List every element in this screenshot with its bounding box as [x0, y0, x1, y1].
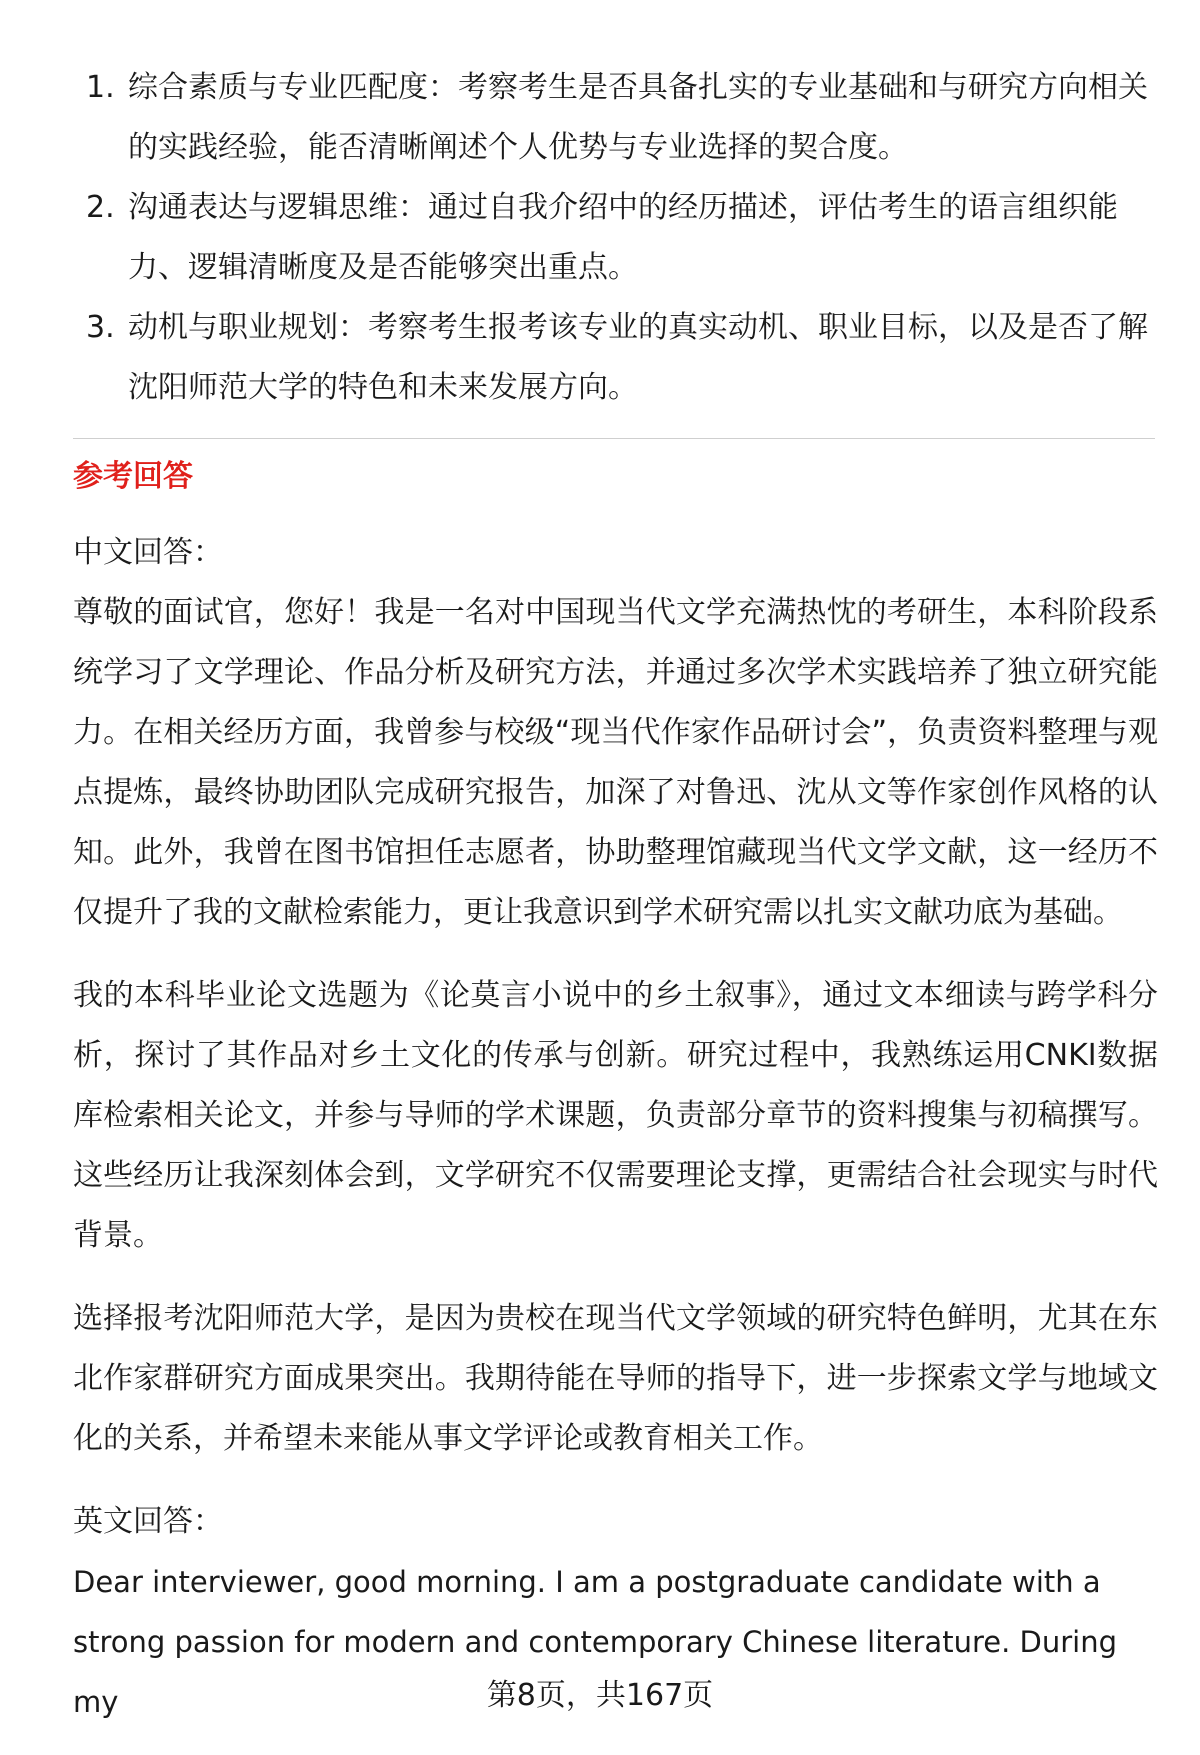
list-item	[73, 298, 1158, 418]
list-item-text: 综合素质与专业匹配度：考察考生是否具备扎实的专业基础和与研究方向相关的实践经验，能否清晰阐述个人优势与专业选择的契合度。	[128, 70, 1148, 165]
list-item	[73, 58, 1158, 178]
list-item-text: 沟通表达与逻辑思维：通过自我介绍中的经历描述，评估考生的语言组织能力、逻辑清晰度及是否能够突出重点。	[128, 190, 1118, 285]
chinese-paragraph: 尊敬的面试官，您好！我是一名对中国现当代文学充满热忱的考研生，本科阶段系统学习了文学理论、作品分析及研究方法，并通过多次学术实践培养了独立研究能力。在相关经历方面，我曾参与校级“现当代作家作品研讨会”，负责资料整理与观点提炼，最终协助团队完成研究报告，加深了对鲁迅、沈从文等作家创作风格的认知。此外，我曾在图书馆担任志愿者，协助整理馆藏现当代文学文献，这一经历不仅提升了我的文献检索能力，更让我意识到学术研究需以扎实文献功底为基础。	[73, 595, 1158, 930]
chinese-paragraph: 选择报考沈阳师范大学，是因为贵校在现当代文学领域的研究特色鲜明，尤其在东北作家群研究方面成果突出。我期待能在导师的指导下，进一步探索文学与地域文化的关系，并希望未来能从事文学评论或教育相关工作。	[73, 1301, 1158, 1456]
list-item-number: 1.	[86, 70, 115, 105]
list-item-number: 3.	[86, 310, 115, 345]
english-line: Dear interviewer, good morning. I am a postgraduate candidate with a	[73, 1565, 1101, 1599]
section-divider	[73, 438, 1155, 439]
english-answer-heading: 英文回答：	[73, 1504, 223, 1539]
english-line: strong passion for modern and contemporary Chinese literature. During my	[73, 1625, 1117, 1719]
list-item-number: 2.	[86, 190, 115, 225]
chinese-paragraph: 我的本科毕业论文选题为《论莫言小说中的乡土叙事》，通过文本细读与跨学科分析，探讨了其作品对乡土文化的传承与创新。研究过程中，我熟练运用CNKI数据库检索相关论文，并参与导师的学术课题，负责部分章节的资料搜集与初稿撰写。这些经历让我深刻体会到，文学研究不仅需要理论支撑，更需结合社会现实与时代背景。	[73, 978, 1158, 1253]
section-title: 参考回答	[73, 459, 193, 494]
list-item-text: 动机与职业规划：考察考生报考该专业的真实动机、职业目标，以及是否了解沈阳师范大学的特色和未来发展方向。	[128, 310, 1148, 405]
page-number-footer: 第8页，共167页	[486, 1678, 714, 1713]
criteria-list	[73, 58, 1158, 418]
page-content	[73, 58, 1158, 1732]
list-item	[73, 178, 1158, 298]
chinese-answer-heading: 中文回答：	[73, 535, 223, 570]
